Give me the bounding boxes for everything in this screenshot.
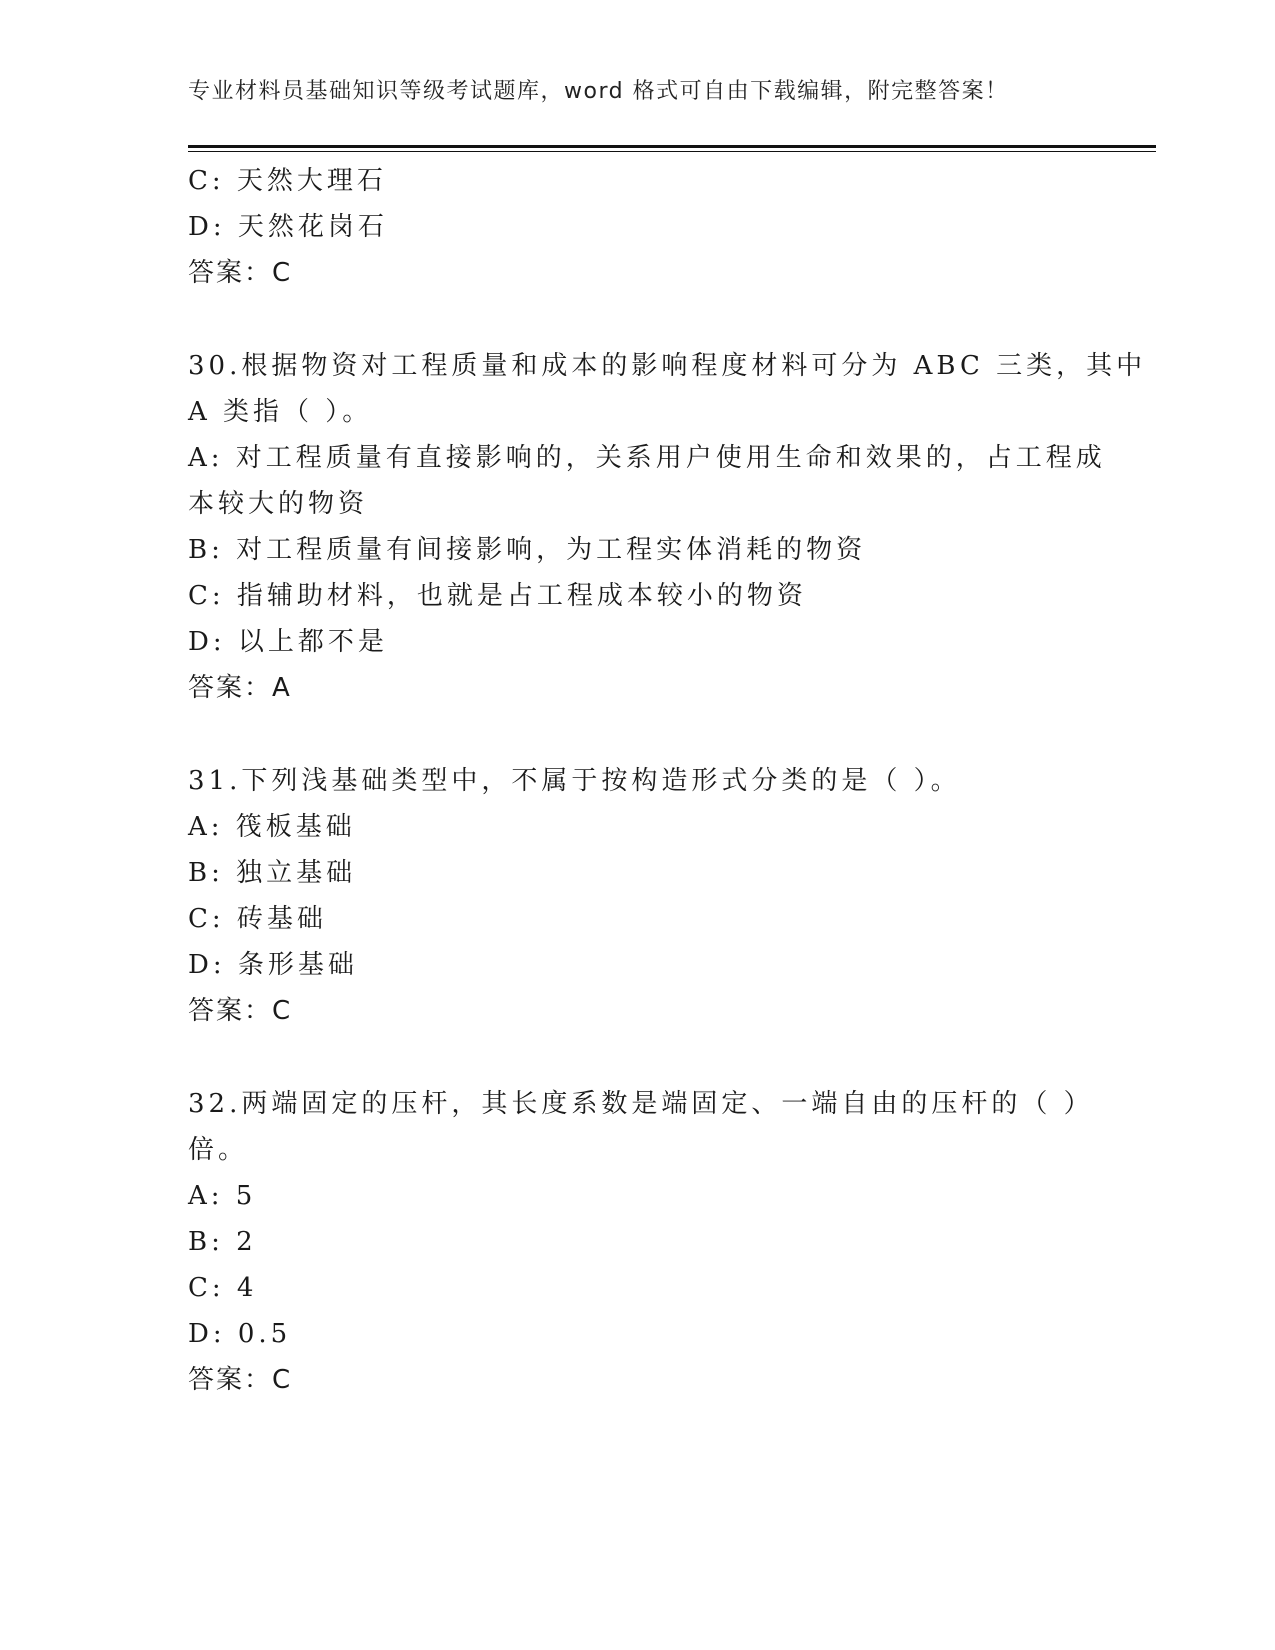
question-32-option-a: A: 5 <box>188 1181 257 1211</box>
question-30-option-b: B: 对工程质量有间接影响，为工程实体消耗的物资 <box>188 535 867 565</box>
question-31-option-a: A: 筏板基础 <box>188 812 356 842</box>
header-rule-thin <box>188 151 1156 152</box>
question-30-stem-line-2: A 类指（ ）。 <box>188 397 373 427</box>
question-31-answer: 答案：C <box>188 996 293 1026</box>
question-32-stem-line-2: 倍。 <box>188 1135 249 1165</box>
question-30-stem-line-1: 30.根据物资对工程质量和成本的影响程度材料可分为 ABC 三类，其中 <box>188 351 1147 381</box>
question-32-option-c: C: 4 <box>188 1273 258 1303</box>
question-32-stem-line-1: 32.两端固定的压杆，其长度系数是端固定、一端自由的压杆的（ ） <box>188 1089 1094 1119</box>
question-30-option-d: D: 以上都不是 <box>188 627 388 657</box>
question-30-answer: 答案：A <box>188 673 292 703</box>
question-31-option-d: D: 条形基础 <box>188 950 358 980</box>
question-30-option-c: C: 指辅助材料，也就是占工程成本较小的物资 <box>188 581 807 611</box>
header-rule-thick <box>188 145 1156 148</box>
question-32-option-d: D: 0.5 <box>188 1319 292 1349</box>
question-31-stem: 31.下列浅基础类型中，不属于按构造形式分类的是（ ）。 <box>188 766 961 796</box>
option-c: C: 天然大理石 <box>188 166 387 196</box>
answer-line: 答案：C <box>188 258 293 288</box>
question-content <box>188 158 1147 1403</box>
page-header: 专业材料员基础知识等级考试题库，word 格式可自由下载编辑，附完整答案！ <box>188 79 1009 104</box>
question-32-option-b: B: 2 <box>188 1227 257 1257</box>
question-30-option-a-line-1: A: 对工程质量有直接影响的，关系用户使用生命和效果的，占工程成 <box>188 443 1106 473</box>
question-31-option-c: C: 砖基础 <box>188 904 327 934</box>
option-d: D: 天然花岗石 <box>188 212 388 242</box>
question-30-option-a-line-2: 本较大的物资 <box>188 489 369 519</box>
question-32-answer: 答案：C <box>188 1365 293 1395</box>
question-31-option-b: B: 独立基础 <box>188 858 357 888</box>
